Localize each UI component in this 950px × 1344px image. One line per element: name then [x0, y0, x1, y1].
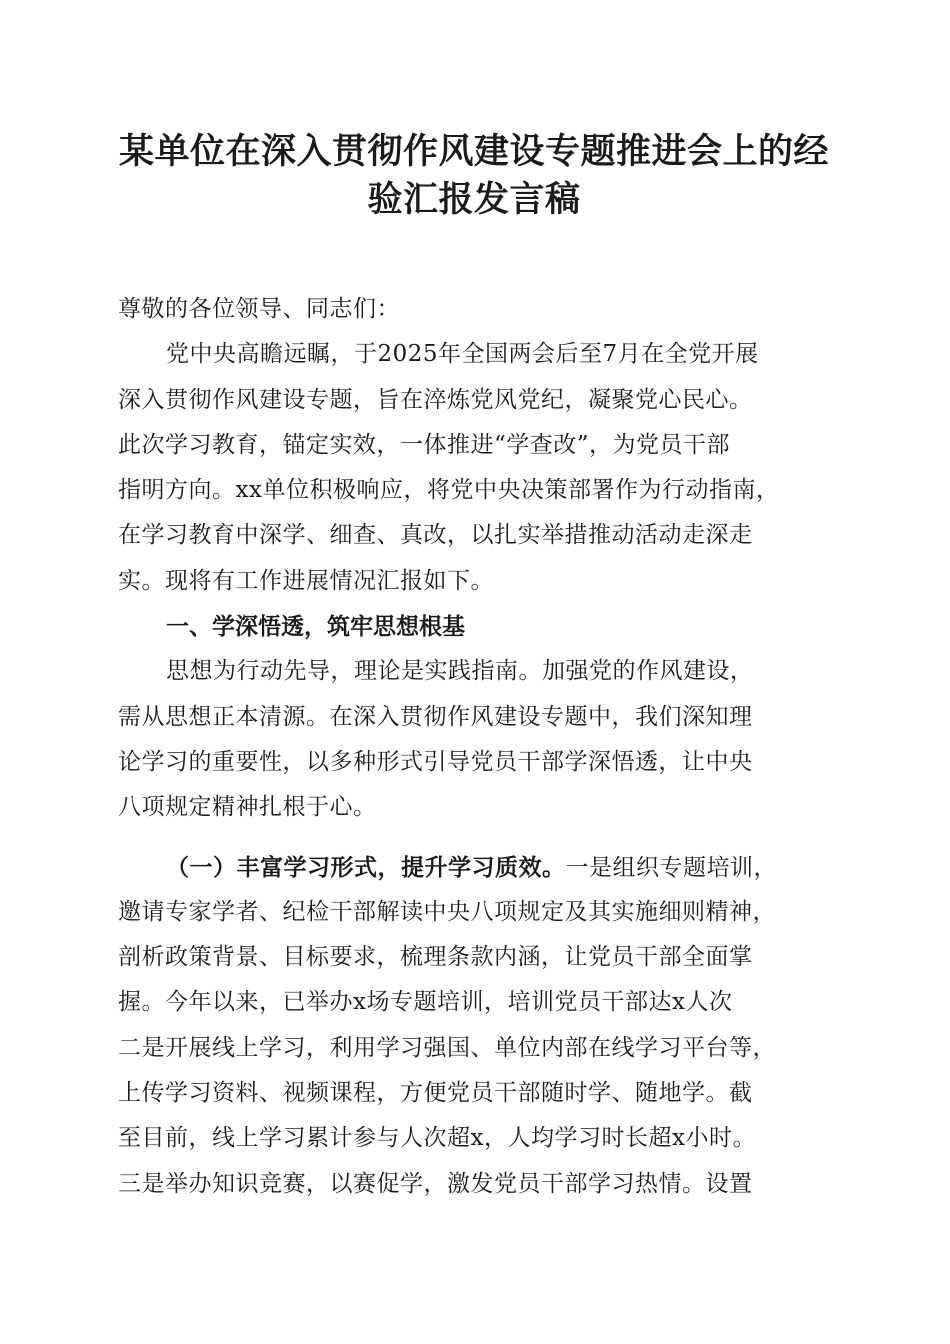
title-line-2: 验汇报发言稿	[367, 179, 581, 220]
subsection-first-line-text: 一是组织专题培训，	[565, 854, 777, 881]
subsection-line: 握。今年以来，已举办x场专题培训，培训党员干部达x人次	[118, 989, 733, 1016]
intro-paragraph	[118, 332, 830, 604]
subsection-line: 至目前，线上学习累计参与人次超x，人均学习时长超x小时。	[118, 1125, 756, 1152]
title-line-1: 某单位在深入贯彻作风建设专题推进会上的经	[118, 131, 829, 172]
section-paragraph	[118, 649, 830, 830]
intro-line: 在学习教育中深学、细查、真改，以扎实举措推动活动走深走	[118, 522, 753, 549]
paragraph-line: 八项规定精神扎根于心。	[118, 794, 377, 821]
paragraph-spacer	[118, 831, 830, 845]
intro-line: 深入贯彻作风建设专题，旨在淬炼党风党纪，凝聚党心民心。	[118, 386, 753, 413]
subsection-line: 剖析政策背景、目标要求，梳理条款内涵，让党员干部全面掌	[118, 944, 753, 971]
paragraph-line: 需从思想正本清源。在深入贯彻作风建设专题中，我们深知理	[118, 703, 753, 730]
paragraph-line: 论学习的重要性，以多种形式引导党员干部学深悟透，让中央	[118, 748, 753, 775]
salutation: 尊敬的各位领导、同志们：	[118, 296, 400, 322]
document-title	[118, 128, 830, 224]
subsection-lead: （一）丰富学习形式，提升学习质效。	[166, 853, 566, 881]
subsection-line: 二是开展线上学习，利用学习强国、单位内部在线学习平台等，	[118, 1034, 776, 1061]
document-body	[118, 287, 830, 1207]
subsection-line: 邀请专家学者、纪检干部解读中央八项规定及其实施细则精神，	[118, 898, 776, 925]
intro-line: 党中央高瞻远瞩，于2025年全国两会后至7月在全党开展	[166, 341, 759, 368]
intro-line: 实。现将有工作进展情况汇报如下。	[118, 567, 494, 594]
subsection-line: 上传学习资料、视频课程，方便党员干部随时学、随地学。截	[118, 1080, 753, 1107]
intro-line: 指明方向。xx单位积极响应，将党中央决策部署作为行动指南，	[118, 477, 780, 504]
subsection-paragraph	[118, 845, 830, 1207]
section-heading: 一、学深悟透，筑牢思想根基	[166, 613, 465, 641]
intro-line: 此次学习教育，锚定实效，一体推进“学查改”，为党员干部	[118, 431, 731, 458]
paragraph-line: 思想为行动先导，理论是实践指南。加强党的作风建设，	[166, 658, 754, 685]
subsection-first-line	[118, 845, 830, 890]
subsection-line: 三是举办知识竞赛，以赛促学，激发党员干部学习热情。设置	[118, 1170, 753, 1197]
document-page	[118, 128, 830, 1207]
